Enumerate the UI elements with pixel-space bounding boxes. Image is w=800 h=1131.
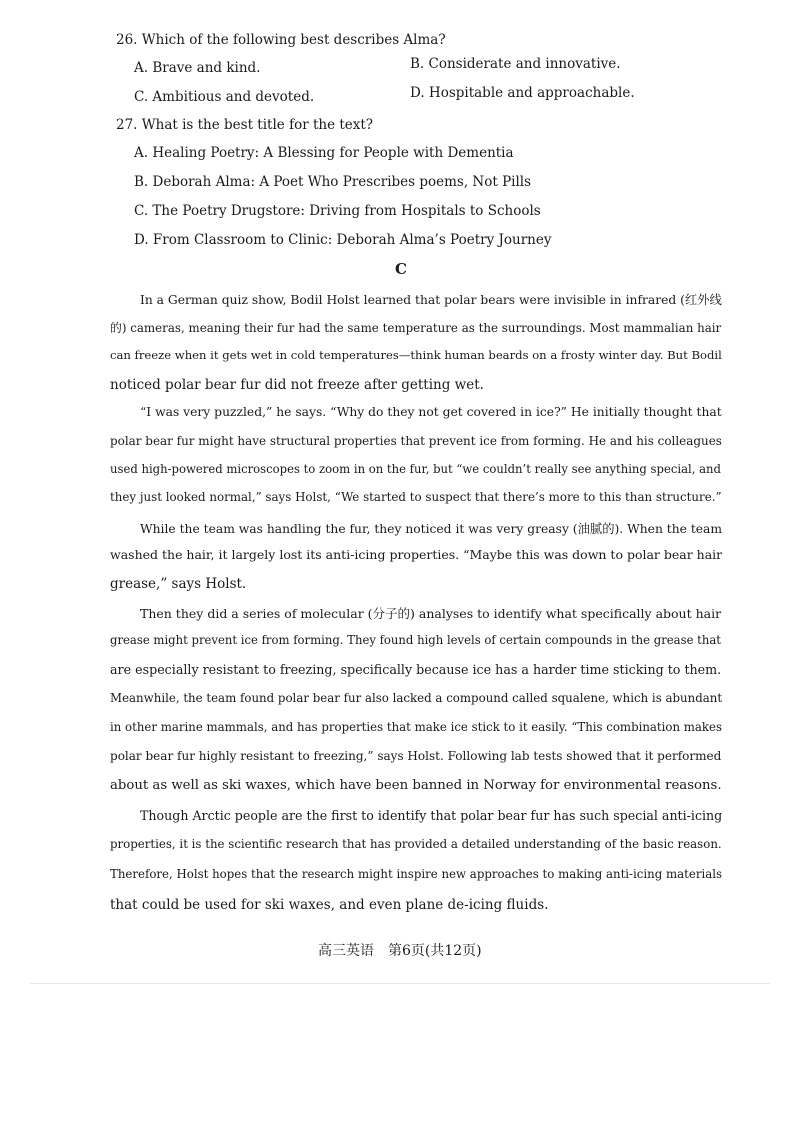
question-27-option-c: C. The Poetry Drugstore: Driving from Hospitals to Schools <box>134 203 541 219</box>
question-26-option-d: D. Hospitable and approachable. <box>410 85 635 101</box>
passage-line: can freeze when it gets wet in cold temperatures—think human beards on a frosty winter day. But Bodil <box>110 348 722 362</box>
passage-line: “I was very puzzled,” he says. “Why do they not get covered in ice?” He initially thought that <box>140 405 722 419</box>
passage-line: Meanwhile, the team found polar bear fur also lacked a compound called squalene, which is abundant <box>110 691 723 705</box>
passage-line: noticed polar bear fur did not freeze after getting wet. <box>110 377 484 393</box>
question-27-option-d: D. From Classroom to Clinic: Deborah Alma’s Poetry Journey <box>134 232 552 248</box>
passage-line: used high-powered microscopes to zoom in on the fur, but “we couldn’t really see anything special, and <box>110 462 721 476</box>
question-26-option-b: B. Considerate and innovative. <box>410 56 621 72</box>
passage-line: polar bear fur highly resistant to freezing,” says Holst. Following lab tests showed that it performed <box>110 749 722 763</box>
passage-line: Though Arctic people are the first to identify that polar bear fur has such special anti-icing <box>140 808 723 823</box>
passage-line: about as well as ski waxes, which have been banned in Norway for environmental reasons. <box>110 778 722 793</box>
passage-line: properties, it is the scientific research that has provided a detailed understanding of the basic reason. <box>110 837 722 851</box>
passage-line: grease might prevent ice from forming. They found high levels of certain compounds in the grease that <box>110 633 721 647</box>
section-heading: C <box>395 260 407 278</box>
question-26-option-c: C. Ambitious and devoted. <box>134 89 315 105</box>
passage-line: washed the hair, it largely lost its anti-icing properties. “Maybe this was down to polar bear hair <box>110 547 723 562</box>
question-27-option-a: A. Healing Poetry: A Blessing for People with Dementia <box>134 145 514 161</box>
passage-line: Therefore, Holst hopes that the research might inspire new approaches to making anti-icing materials <box>110 867 723 881</box>
passage-line: polar bear fur might have structural properties that prevent ice from forming. He and his colleagues <box>110 434 722 448</box>
page-footer: 高三英语 第6页(共12页) <box>318 943 482 959</box>
passage-line: While the team was handling the fur, they noticed it was very greasy (油腻的). When the team <box>140 522 723 536</box>
question-27-option-b: B. Deborah Alma: A Poet Who Prescribes poems, Not Pills <box>134 174 532 190</box>
question-27-stem: 27. What is the best title for the text? <box>116 117 374 133</box>
passage-line: grease,” says Holst. <box>110 576 247 592</box>
question-26-stem: 26. Which of the following best describes Alma? <box>116 32 446 48</box>
passage-line: 的) cameras, meaning their fur had the same temperature as the surroundings. Most mammalian hair <box>110 321 722 335</box>
passage-line: in other marine mammals, and has properties that make ice stick to it easily. “This combination makes <box>110 720 723 734</box>
passage-line: that could be used for ski waxes, and even plane de-icing fluids. <box>110 897 549 913</box>
passage-line: are especially resistant to freezing, specifically because ice has a harder time sticking to them. <box>110 662 722 677</box>
passage-line: In a German quiz show, Bodil Holst learned that polar bears were invisible in infrared (红外线 <box>140 293 722 307</box>
passage-line: Then they did a series of molecular (分子的) analyses to identify what specifically about hair <box>140 606 722 621</box>
question-26-option-a: A. Brave and kind. <box>134 60 261 76</box>
passage-line: they just looked normal,” says Holst, “We started to suspect that there’s more to this than structure.” <box>110 490 722 504</box>
page-bottom-divider <box>30 983 770 984</box>
